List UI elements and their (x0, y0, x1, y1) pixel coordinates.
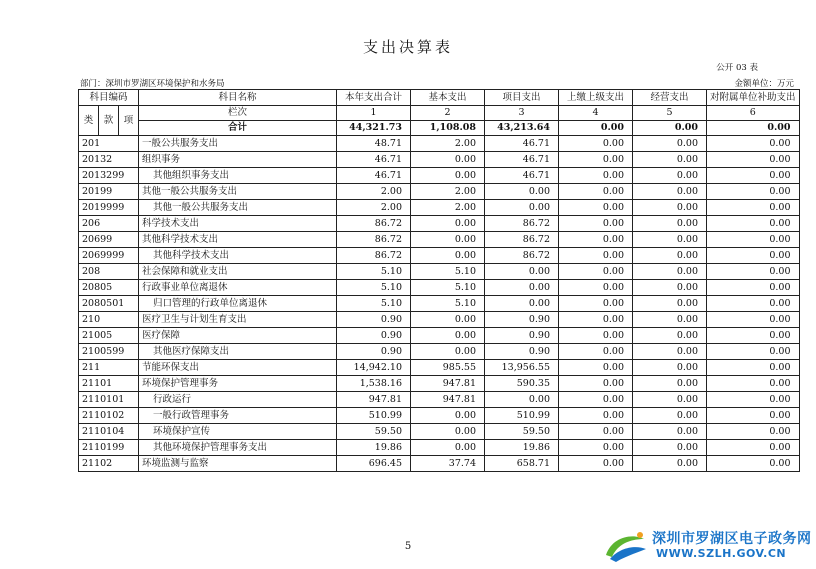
row-total: 48.71 (337, 136, 411, 152)
row-upper: 0.00 (559, 248, 633, 264)
row-subsidy: 0.00 (707, 360, 800, 376)
row-total: 86.72 (337, 248, 411, 264)
row-code: 208 (79, 264, 139, 280)
row-total: 2.00 (337, 200, 411, 216)
row-subsidy: 0.00 (707, 152, 800, 168)
row-total: 5.10 (337, 296, 411, 312)
row-total: 2.00 (337, 184, 411, 200)
header-row (79, 90, 800, 106)
row-total: 947.81 (337, 392, 411, 408)
col-number: 6 (707, 106, 800, 121)
row-basic: 0.00 (411, 344, 485, 360)
row-project: 86.72 (485, 232, 559, 248)
row-name: 行政运行 (139, 392, 337, 408)
row-upper: 0.00 (559, 264, 633, 280)
row-code: 2110101 (79, 392, 139, 408)
row-code: 206 (79, 216, 139, 232)
row-subsidy: 0.00 (707, 312, 800, 328)
table-row (79, 408, 800, 424)
row-name: 医疗卫生与计划生育支出 (139, 312, 337, 328)
row-code: 20132 (79, 152, 139, 168)
form-number: 公开 03 表 (716, 63, 758, 73)
row-project: 46.71 (485, 168, 559, 184)
row-project: 0.00 (485, 392, 559, 408)
row-basic: 947.81 (411, 392, 485, 408)
page-number: 5 (404, 541, 412, 552)
row-subsidy: 0.00 (707, 184, 800, 200)
row-operating: 0.00 (633, 136, 707, 152)
row-operating: 0.00 (633, 296, 707, 312)
row-basic: 0.00 (411, 424, 485, 440)
row-basic: 37.74 (411, 456, 485, 472)
row-project: 658.71 (485, 456, 559, 472)
watermark (600, 527, 816, 567)
row-subsidy: 0.00 (707, 136, 800, 152)
row-total: 14,942.10 (337, 360, 411, 376)
row-operating: 0.00 (633, 440, 707, 456)
header-project: 项目支出 (485, 90, 559, 106)
total-value: 0.00 (559, 121, 633, 136)
page-title: 支出决算表 (362, 38, 453, 56)
row-name: 社会保障和就业支出 (139, 264, 337, 280)
row-upper: 0.00 (559, 456, 633, 472)
table-row (79, 424, 800, 440)
row-total: 0.90 (337, 312, 411, 328)
row-code: 20199 (79, 184, 139, 200)
total-value: 43,213.64 (485, 121, 559, 136)
row-operating: 0.00 (633, 232, 707, 248)
total-value: 44,321.73 (337, 121, 411, 136)
header-name: 科目名称 (139, 90, 337, 106)
row-subsidy: 0.00 (707, 424, 800, 440)
szlh-logo-icon (602, 529, 648, 563)
row-upper: 0.00 (559, 424, 633, 440)
row-subsidy: 0.00 (707, 376, 800, 392)
row-project: 59.50 (485, 424, 559, 440)
col-number: 4 (559, 106, 633, 121)
table-row (79, 456, 800, 472)
row-basic: 0.00 (411, 152, 485, 168)
row-total: 0.90 (337, 344, 411, 360)
table-row (79, 360, 800, 376)
row-subsidy: 0.00 (707, 216, 800, 232)
row-upper: 0.00 (559, 344, 633, 360)
row-basic: 2.00 (411, 136, 485, 152)
row-total: 86.72 (337, 216, 411, 232)
table-row (79, 248, 800, 264)
row-code: 210 (79, 312, 139, 328)
row-name: 其他组织事务支出 (139, 168, 337, 184)
row-project: 590.35 (485, 376, 559, 392)
sub-header-lei: 类 (79, 106, 99, 136)
row-project: 86.72 (485, 248, 559, 264)
col-number: 5 (633, 106, 707, 121)
row-code: 2100599 (79, 344, 139, 360)
row-subsidy: 0.00 (707, 392, 800, 408)
department-label: 部门：深圳市罗湖区环境保护和水务局 (80, 79, 225, 89)
row-basic: 2.00 (411, 200, 485, 216)
row-basic: 0.00 (411, 168, 485, 184)
col-number: 1 (337, 106, 411, 121)
row-code: 2110104 (79, 424, 139, 440)
row-project: 0.90 (485, 344, 559, 360)
table-row (79, 232, 800, 248)
table-row (79, 136, 800, 152)
col-number: 3 (485, 106, 559, 121)
row-subsidy: 0.00 (707, 408, 800, 424)
row-operating: 0.00 (633, 408, 707, 424)
row-operating: 0.00 (633, 216, 707, 232)
table-row (79, 184, 800, 200)
row-name: 医疗保障 (139, 328, 337, 344)
row-upper: 0.00 (559, 440, 633, 456)
row-subsidy: 0.00 (707, 456, 800, 472)
row-upper: 0.00 (559, 296, 633, 312)
row-code: 2110199 (79, 440, 139, 456)
total-label: 合计 (139, 121, 337, 136)
row-project: 46.71 (485, 136, 559, 152)
row-name: 环境监测与监察 (139, 456, 337, 472)
expenditure-table (78, 89, 800, 472)
lanci-label: 栏次 (139, 106, 337, 121)
table-row (79, 296, 800, 312)
row-total: 696.45 (337, 456, 411, 472)
table-row (79, 312, 800, 328)
row-name: 其他一般公共服务支出 (139, 200, 337, 216)
row-operating: 0.00 (633, 312, 707, 328)
row-total: 59.50 (337, 424, 411, 440)
row-operating: 0.00 (633, 424, 707, 440)
row-operating: 0.00 (633, 184, 707, 200)
row-basic: 947.81 (411, 376, 485, 392)
row-basic: 0.00 (411, 328, 485, 344)
row-name: 其他科学技术支出 (139, 248, 337, 264)
sub-header-xiang: 项 (119, 106, 139, 136)
table-row (79, 344, 800, 360)
row-upper: 0.00 (559, 376, 633, 392)
row-subsidy: 0.00 (707, 264, 800, 280)
table-row (79, 376, 800, 392)
header-basic: 基本支出 (411, 90, 485, 106)
total-value: 0.00 (707, 121, 800, 136)
row-total: 0.90 (337, 328, 411, 344)
header-code: 科目编码 (79, 90, 139, 106)
table-body (79, 136, 800, 472)
row-total: 46.71 (337, 152, 411, 168)
header-subsidy: 对附属单位补助支出 (707, 90, 800, 106)
table-row (79, 392, 800, 408)
row-basic: 0.00 (411, 312, 485, 328)
row-subsidy: 0.00 (707, 200, 800, 216)
row-name: 其他环境保护管理事务支出 (139, 440, 337, 456)
row-upper: 0.00 (559, 136, 633, 152)
header-total: 本年支出合计 (337, 90, 411, 106)
row-upper: 0.00 (559, 360, 633, 376)
row-operating: 0.00 (633, 152, 707, 168)
row-project: 0.90 (485, 328, 559, 344)
row-name: 一般公共服务支出 (139, 136, 337, 152)
row-code: 201 (79, 136, 139, 152)
amount-unit-label: 金额单位：万元 (734, 79, 794, 89)
row-subsidy: 0.00 (707, 280, 800, 296)
row-total: 510.99 (337, 408, 411, 424)
row-operating: 0.00 (633, 344, 707, 360)
row-basic: 5.10 (411, 280, 485, 296)
row-name: 科学技术支出 (139, 216, 337, 232)
row-code: 2110102 (79, 408, 139, 424)
row-project: 0.00 (485, 280, 559, 296)
row-basic: 985.55 (411, 360, 485, 376)
row-code: 21101 (79, 376, 139, 392)
table-row (79, 216, 800, 232)
row-code: 2069999 (79, 248, 139, 264)
table-row (79, 168, 800, 184)
row-operating: 0.00 (633, 248, 707, 264)
row-total: 1,538.16 (337, 376, 411, 392)
row-operating: 0.00 (633, 328, 707, 344)
col-number: 2 (411, 106, 485, 121)
row-project: 86.72 (485, 216, 559, 232)
row-code: 2080501 (79, 296, 139, 312)
row-upper: 0.00 (559, 280, 633, 296)
row-subsidy: 0.00 (707, 440, 800, 456)
row-basic: 0.00 (411, 408, 485, 424)
row-code: 211 (79, 360, 139, 376)
row-project: 0.90 (485, 312, 559, 328)
row-name: 其他医疗保障支出 (139, 344, 337, 360)
header-operating: 经营支出 (633, 90, 707, 106)
row-name: 其他科学技术支出 (139, 232, 337, 248)
table-row (79, 200, 800, 216)
row-project: 13,956.55 (485, 360, 559, 376)
total-value: 0.00 (633, 121, 707, 136)
row-basic: 0.00 (411, 248, 485, 264)
row-operating: 0.00 (633, 168, 707, 184)
row-operating: 0.00 (633, 376, 707, 392)
row-subsidy: 0.00 (707, 328, 800, 344)
row-name: 环境保护宣传 (139, 424, 337, 440)
header-upper: 上缴上级支出 (559, 90, 633, 106)
row-total: 5.10 (337, 264, 411, 280)
row-operating: 0.00 (633, 200, 707, 216)
row-name: 环境保护管理事务 (139, 376, 337, 392)
total-value: 1,108.08 (411, 121, 485, 136)
row-total: 5.10 (337, 280, 411, 296)
row-operating: 0.00 (633, 392, 707, 408)
table-row (79, 440, 800, 456)
row-basic: 0.00 (411, 232, 485, 248)
row-name: 组织事务 (139, 152, 337, 168)
total-row (79, 121, 800, 136)
row-operating: 0.00 (633, 360, 707, 376)
row-name: 归口管理的行政单位离退休 (139, 296, 337, 312)
row-upper: 0.00 (559, 200, 633, 216)
row-code: 21005 (79, 328, 139, 344)
row-project: 0.00 (485, 296, 559, 312)
row-project: 19.86 (485, 440, 559, 456)
row-code: 20699 (79, 232, 139, 248)
row-subsidy: 0.00 (707, 248, 800, 264)
row-operating: 0.00 (633, 456, 707, 472)
row-basic: 0.00 (411, 216, 485, 232)
table-row (79, 328, 800, 344)
row-code: 2013299 (79, 168, 139, 184)
table-row (79, 280, 800, 296)
row-basic: 2.00 (411, 184, 485, 200)
row-name: 行政事业单位离退休 (139, 280, 337, 296)
row-total: 86.72 (337, 232, 411, 248)
row-code: 2019999 (79, 200, 139, 216)
row-basic: 5.10 (411, 264, 485, 280)
row-subsidy: 0.00 (707, 296, 800, 312)
row-operating: 0.00 (633, 280, 707, 296)
row-project: 510.99 (485, 408, 559, 424)
row-name: 其他一般公共服务支出 (139, 184, 337, 200)
row-code: 21102 (79, 456, 139, 472)
row-code: 20805 (79, 280, 139, 296)
sub-header-kuan: 款 (99, 106, 119, 136)
row-upper: 0.00 (559, 168, 633, 184)
row-upper: 0.00 (559, 312, 633, 328)
row-subsidy: 0.00 (707, 232, 800, 248)
row-project: 0.00 (485, 184, 559, 200)
watermark-url[interactable]: WWW.SZLH.GOV.CN (656, 547, 787, 560)
watermark-site-name: 深圳市罗湖区电子政务网 (652, 531, 812, 547)
row-project: 0.00 (485, 200, 559, 216)
row-project: 46.71 (485, 152, 559, 168)
table-row (79, 264, 800, 280)
row-basic: 0.00 (411, 440, 485, 456)
row-operating: 0.00 (633, 264, 707, 280)
row-upper: 0.00 (559, 232, 633, 248)
table-row (79, 152, 800, 168)
row-total: 19.86 (337, 440, 411, 456)
row-upper: 0.00 (559, 152, 633, 168)
row-total: 46.71 (337, 168, 411, 184)
column-number-row (79, 106, 800, 121)
row-upper: 0.00 (559, 392, 633, 408)
row-upper: 0.00 (559, 328, 633, 344)
row-upper: 0.00 (559, 408, 633, 424)
row-subsidy: 0.00 (707, 168, 800, 184)
row-upper: 0.00 (559, 216, 633, 232)
row-upper: 0.00 (559, 184, 633, 200)
row-name: 一般行政管理事务 (139, 408, 337, 424)
row-project: 0.00 (485, 264, 559, 280)
row-basic: 5.10 (411, 296, 485, 312)
row-name: 节能环保支出 (139, 360, 337, 376)
row-subsidy: 0.00 (707, 344, 800, 360)
